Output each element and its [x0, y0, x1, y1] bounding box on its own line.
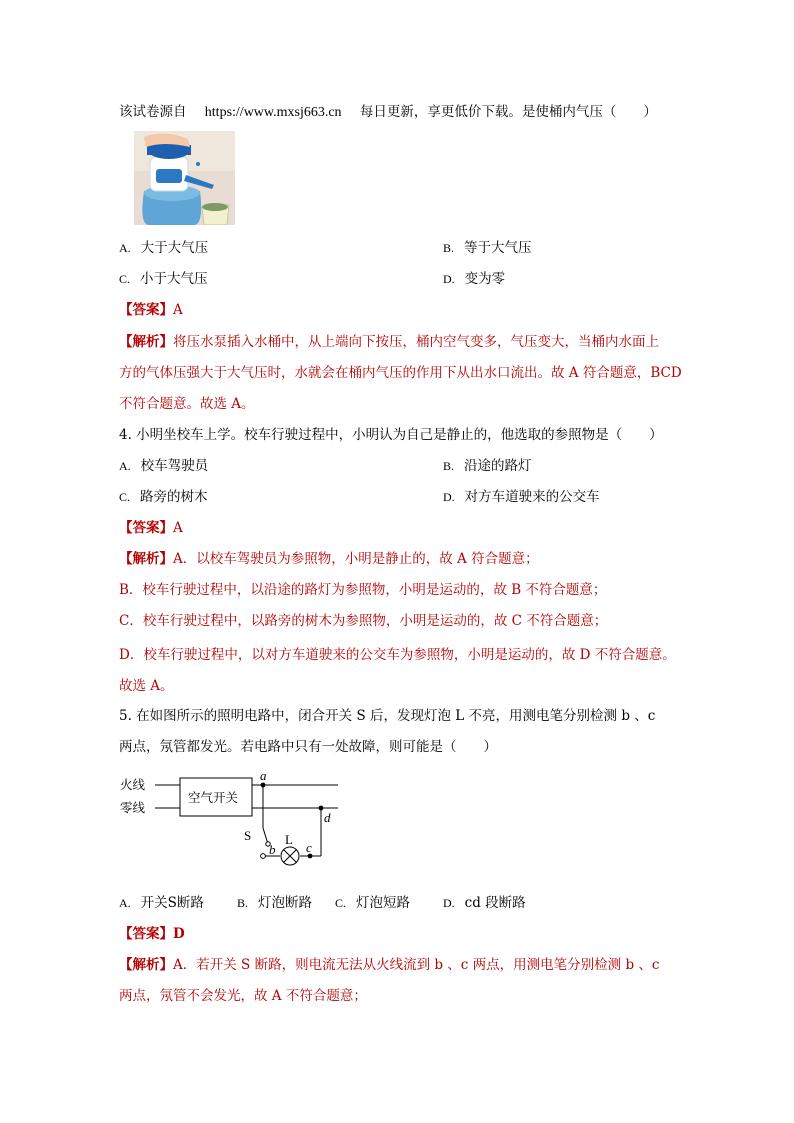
q3-option-a-letter: A. — [119, 241, 131, 255]
q4-answer-value: A — [173, 520, 183, 536]
q3-option-c[interactable] — [119, 270, 208, 288]
q5-analysis-line-2: 两点，氖管不会发光，故 A 不符合题意； — [119, 988, 367, 1004]
q5-option-b-text: 灯泡断路 — [258, 895, 313, 911]
q3-option-a[interactable] — [119, 239, 208, 257]
q5-stem-line-2: 两点，氖管都发光。若电路中只有一处故障，则可能是（ ） — [119, 739, 497, 755]
q4-option-b[interactable] — [443, 457, 532, 475]
q5-answer-value: D — [173, 926, 185, 942]
q4-option-c-text: 路旁的树木 — [140, 489, 208, 505]
header-suffix: 每日更新，享更低价下载。是使桶内气压（ ） — [359, 104, 657, 120]
label-neutral-wire: 零线 — [120, 800, 146, 815]
q3-answer-label: 【答案】 — [119, 302, 173, 318]
q5-option-c[interactable] — [335, 894, 410, 912]
water-pump-photo — [134, 131, 235, 225]
header-prefix: 该试卷源自 — [119, 104, 187, 120]
node-b — [261, 854, 266, 859]
q5-option-d-text: cd 段断路 — [464, 895, 526, 911]
q5-stem-line-1: 5. 在如图所示的照明电路中，闭合开关 S 后，发现灯泡 L 不亮，用测电笔分别检测 b 、c — [119, 708, 656, 724]
q3-analysis-text-1: 将压水泵插入水桶中，从上端向下按压，桶内空气变多，气压变大，当桶内水面上 — [173, 334, 659, 350]
q3-analysis-label: 【解析】 — [119, 334, 173, 350]
q4-analysis-label: 【解析】 — [119, 551, 173, 567]
q4-stem: 4. 小明坐校车上学。校车行驶过程中，小明认为自己是静止的，他选取的参照物是（ ） — [119, 427, 663, 443]
q5-option-a-letter: A. — [119, 896, 131, 910]
q5-analysis-line-1 — [119, 956, 659, 974]
label-lamp-l: L — [285, 832, 293, 847]
q5-option-c-text: 灯泡短路 — [356, 895, 411, 911]
label-live-wire: 火线 — [120, 777, 146, 792]
q5-option-c-letter: C. — [335, 896, 347, 910]
label-point-a: a — [260, 770, 267, 783]
q4-answer — [119, 519, 183, 537]
q3-option-d-text: 变为零 — [464, 271, 506, 287]
q3-analysis-line-1 — [119, 333, 659, 351]
q5-option-d-letter: D. — [443, 896, 455, 910]
label-switch-s: S — [244, 828, 252, 843]
header-line — [119, 103, 657, 122]
label-breaker: 空气开关 — [188, 790, 239, 805]
q3-analysis-line-3: 不符合题意。故选 A。 — [119, 396, 255, 412]
q3-option-d[interactable] — [443, 270, 505, 288]
q4-option-d[interactable] — [443, 488, 600, 506]
node-a — [261, 783, 266, 788]
q4-option-a[interactable] — [119, 457, 208, 475]
q4-option-c-letter: C. — [119, 490, 131, 504]
source-url-link[interactable]: https://www.mxsj663.cn — [204, 105, 342, 120]
circuit-diagram — [120, 770, 345, 870]
q3-option-c-letter: C. — [119, 272, 131, 286]
q3-option-b-text: 等于大气压 — [464, 240, 532, 256]
q3-option-d-letter: D. — [443, 272, 455, 286]
q4-option-c[interactable] — [119, 488, 208, 506]
q3-answer-value: A — [173, 302, 183, 318]
q5-option-b-letter: B. — [237, 896, 249, 910]
label-point-b: b — [269, 842, 276, 857]
q5-answer — [119, 925, 185, 943]
q3-option-c-text: 小于大气压 — [140, 271, 208, 287]
q3-analysis-line-2: 方的气体压强大于大气压时，水就会在桶内气压的作用下从出水口流出。故 A 符合题意，BCD — [119, 365, 682, 381]
q5-option-b[interactable] — [237, 894, 312, 912]
q5-analysis-label: 【解析】 — [119, 957, 173, 973]
q5-analysis-text-1: A．若开关 S 断路，则电流无法从火线流到 b 、c 两点，用测电笔分别检测 b 、c — [173, 957, 660, 973]
label-point-c: c — [306, 840, 312, 855]
q4-analysis-text-1: A．以校车驾驶员为参照物，小明是静止的，故 A 符合题意； — [173, 551, 539, 567]
q5-answer-label: 【答案】 — [119, 926, 173, 942]
q4-analysis-line-2: B．校车行驶过程中，以沿途的路灯为参照物，小明是运动的，故 B 不符合题意； — [119, 582, 607, 598]
q4-answer-label: 【答案】 — [119, 520, 173, 536]
q4-option-a-letter: A. — [119, 459, 131, 473]
q4-option-b-text: 沿途的路灯 — [464, 458, 532, 474]
q3-answer — [119, 301, 183, 319]
q3-option-a-text: 大于大气压 — [140, 240, 209, 256]
q4-analysis-line-3: C．校车行驶过程中，以路旁的树木为参照物，小明是运动的，故 C 不符合题意； — [119, 613, 608, 629]
label-point-d: d — [324, 810, 331, 825]
node-d — [319, 806, 324, 811]
q4-option-b-letter: B. — [443, 459, 455, 473]
q3-option-b[interactable] — [443, 239, 532, 257]
q4-option-a-text: 校车驾驶员 — [140, 458, 209, 474]
q5-option-d[interactable] — [443, 894, 526, 912]
q3-option-b-letter: B. — [443, 241, 455, 255]
q4-analysis-line-5: 故选 A。 — [119, 678, 174, 694]
q4-analysis-line-1 — [119, 550, 539, 568]
q5-option-a-text: 开关S断路 — [140, 895, 204, 911]
q5-option-a[interactable] — [119, 894, 204, 912]
q4-analysis-line-4: D．校车行驶过程中，以对方车道驶来的公交车为参照物，小明是运动的，故 D 不符合题意。 — [119, 647, 676, 663]
q4-option-d-text: 对方车道驶来的公交车 — [464, 489, 600, 505]
q4-option-d-letter: D. — [443, 490, 455, 504]
